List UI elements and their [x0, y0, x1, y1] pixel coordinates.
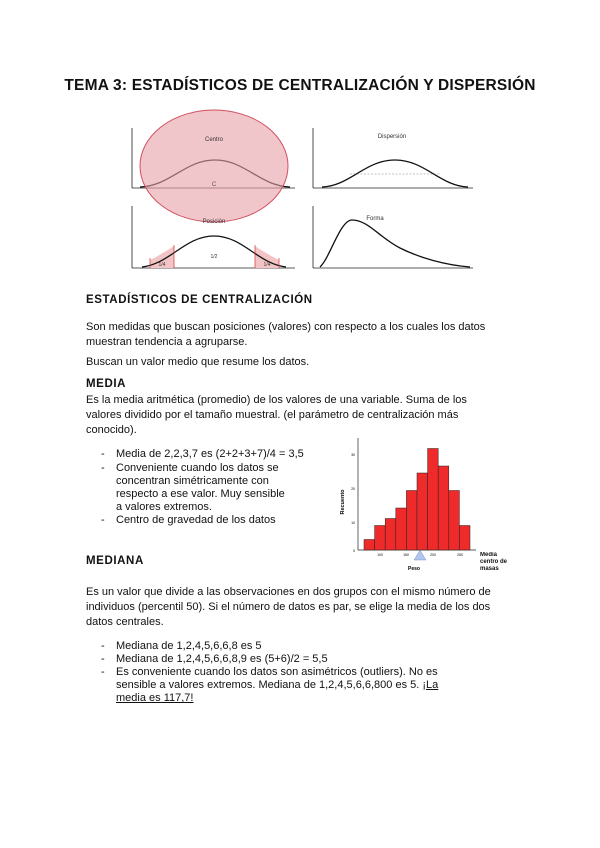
histogram-bar	[396, 508, 407, 550]
x-tick-label: 150	[403, 553, 409, 557]
heading-mediana: MEDIANA	[86, 555, 144, 567]
panel-dispersion-label: Dispersión	[377, 134, 407, 140]
section-heading-centralizacion: ESTADÍSTICOS DE CENTRALIZACIÓN	[86, 294, 313, 306]
panel-centro	[132, 110, 295, 222]
mean-comparison-link[interactable]: ¡La media es 117,7!	[116, 679, 439, 704]
histogram-bar	[406, 491, 417, 551]
list-item: - Conveniente cuando los datos se concentran simétricamente con respecto a ese valor. Muy sensible a valores extremos.	[86, 462, 288, 514]
panel-forma	[313, 206, 473, 268]
media-bullet-list	[86, 448, 322, 527]
panel-posicion-label: Posición	[202, 219, 226, 225]
heading-media: MEDIA	[86, 378, 127, 390]
paragraph-definition: Son medidas que buscan posiciones (valores) con respecto a los cuales los datos muestran tendencia a agruparse.	[86, 321, 486, 348]
histogram-bar	[438, 466, 449, 550]
y-tick-label: 0	[353, 549, 355, 553]
y-tick-label: 10	[351, 521, 355, 525]
list-item	[86, 666, 466, 705]
y-tick-label: 30	[351, 453, 355, 457]
list-item: - Mediana de 1,2,4,5,6,6,8 es 5	[86, 640, 466, 653]
histogram-bars	[364, 449, 470, 551]
histogram-bar	[459, 526, 470, 551]
weight-histogram	[334, 432, 528, 580]
statistics-concepts-figure	[130, 108, 475, 276]
highlight-ellipse	[140, 110, 288, 222]
list-item: - Mediana de 1,2,4,5,6,6,8,9 es (5+6)/2 = 5,5	[86, 653, 466, 666]
panel-posicion-left-tail: 1/4	[158, 262, 166, 268]
list-item: - Media de 2,2,3,7 es (2+2+3+7)/4 = 3,5	[86, 448, 322, 461]
histogram-bar	[449, 491, 460, 551]
x-tick-label: 100	[377, 553, 383, 557]
histogram-y-label: Recuento	[340, 489, 346, 515]
y-tick-label: 20	[351, 487, 355, 491]
panel-dispersion	[313, 128, 473, 188]
outlier-text: Es conveniente cuando los datos son asimétricos (outliers). No es sensible a valores extremos. Mediana de 1,2,4,5,6,6,800 es 5.	[116, 666, 438, 691]
histogram-bar	[417, 473, 428, 550]
balance-triangle-icon	[414, 550, 426, 560]
histogram-annotation: Media centro de masas	[480, 552, 508, 572]
panel-posicion-middle: 1/2	[210, 254, 218, 260]
histogram-bar	[375, 526, 386, 551]
paragraph-summary: Buscan un valor medio que resume los datos.	[86, 356, 310, 368]
histogram-annotation-wrap	[480, 552, 528, 580]
panel-posicion-right-tail: 1/4	[263, 262, 271, 268]
histogram-x-label: Peso	[408, 566, 420, 572]
panel-centro-label: Centro	[204, 137, 224, 143]
panel-forma-label: Forma	[366, 216, 384, 222]
histogram-bar	[428, 449, 439, 551]
histogram-bar	[364, 540, 375, 551]
panel-centro-marker: C	[211, 182, 217, 188]
paragraph-media: Es la media aritmética (promedio) de los valores de una variable. Suma de los valores dividido por el tamaño muestral. (el parámetro de centralización más conocido).	[86, 394, 467, 436]
x-tick-label: 200	[430, 553, 436, 557]
list-item: - Centro de gravedad de los datos	[86, 514, 322, 527]
paragraph-mediana: Es un valor que divide a las observaciones en dos grupos con el mismo número de individuos (percentil 50). Si el número de datos es par, se elige la media de los dos datos centrales.	[86, 586, 491, 628]
x-tick-label: 250	[457, 553, 463, 557]
histogram-bar	[385, 519, 396, 551]
mediana-bullet-list	[86, 640, 466, 705]
page-title: TEMA 3: ESTADÍSTICOS DE CENTRALIZACIÓN Y DISPERSIÓN	[64, 77, 536, 94]
